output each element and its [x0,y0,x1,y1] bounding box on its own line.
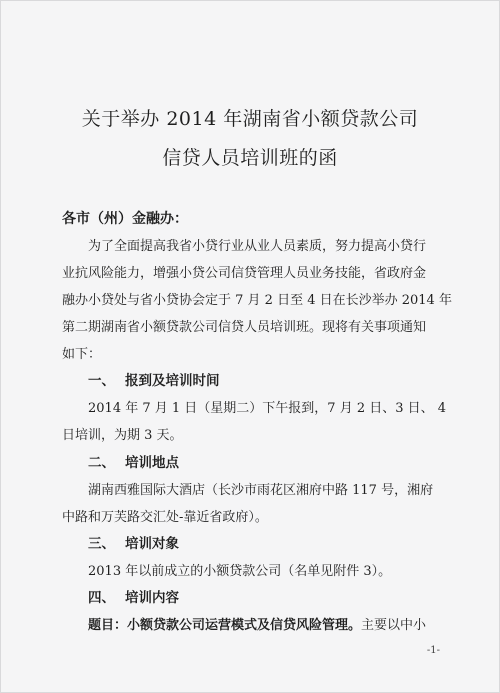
section-heading-1 [88,369,220,389]
intro-line-1: 为了全面提高我省小贷行业从业人员素质，努力提高小贷行 [88,239,427,254]
section-number: 一、 [88,373,115,389]
section-title: 培训内容 [125,590,179,606]
section-heading-4 [88,586,179,606]
intro-line-5: 如下： [62,347,102,362]
intro-line-2: 业抗风险能力，增强小贷公司信贷管理人员业务技能，省政府金 [62,266,427,281]
intro-line-3: 融办小贷处与省小贷协会定于 7 月 2 日至 4 日在长沙举办 2014 年 [62,293,452,308]
section-4-topic-line [88,613,454,638]
section-title: 培训对象 [125,536,179,552]
section-1-line-1: 2014 年 7 月 1 日（星期二）下午报到，7 月 2 日、3 日、 4 [88,401,447,416]
topic-continuation: 主要以中小 [361,618,427,633]
section-title: 培训地点 [125,455,179,471]
addressee: 各市（州）金融办： [62,211,188,227]
section-2-line-2: 中路和万芙路交汇处-靠近省政府）。 [62,510,268,525]
section-number: 四、 [88,590,115,606]
section-number: 二、 [88,455,115,471]
title-line-1: 关于举办 2014 年湖南省小额贷款公司 [81,108,419,130]
section-2-line-1: 湖南西雅国际大酒店（长沙市雨花区湘府中路 117 号，湘府 [88,483,434,498]
topic-title: 小额贷款公司运营模式及信贷风险管理。 [127,618,362,633]
section-title: 报到及培训时间 [125,373,220,389]
section-number: 三、 [88,536,115,552]
page-number: -1- [426,645,440,656]
section-heading-3 [88,532,179,552]
section-3-line-1: 2013 年以前成立的小额贷款公司（名单见附件 3）。 [88,564,392,579]
topic-label: 题目： [88,618,128,633]
intro-line-4: 第二期湖南省小额贷款公司信贷人员培训班。现将有关事项通知 [62,320,427,335]
section-1-line-2: 日培训，为期 3 天。 [62,428,183,443]
section-heading-2 [88,451,179,471]
title-line-2: 信贷人员培训班的函 [162,147,338,169]
